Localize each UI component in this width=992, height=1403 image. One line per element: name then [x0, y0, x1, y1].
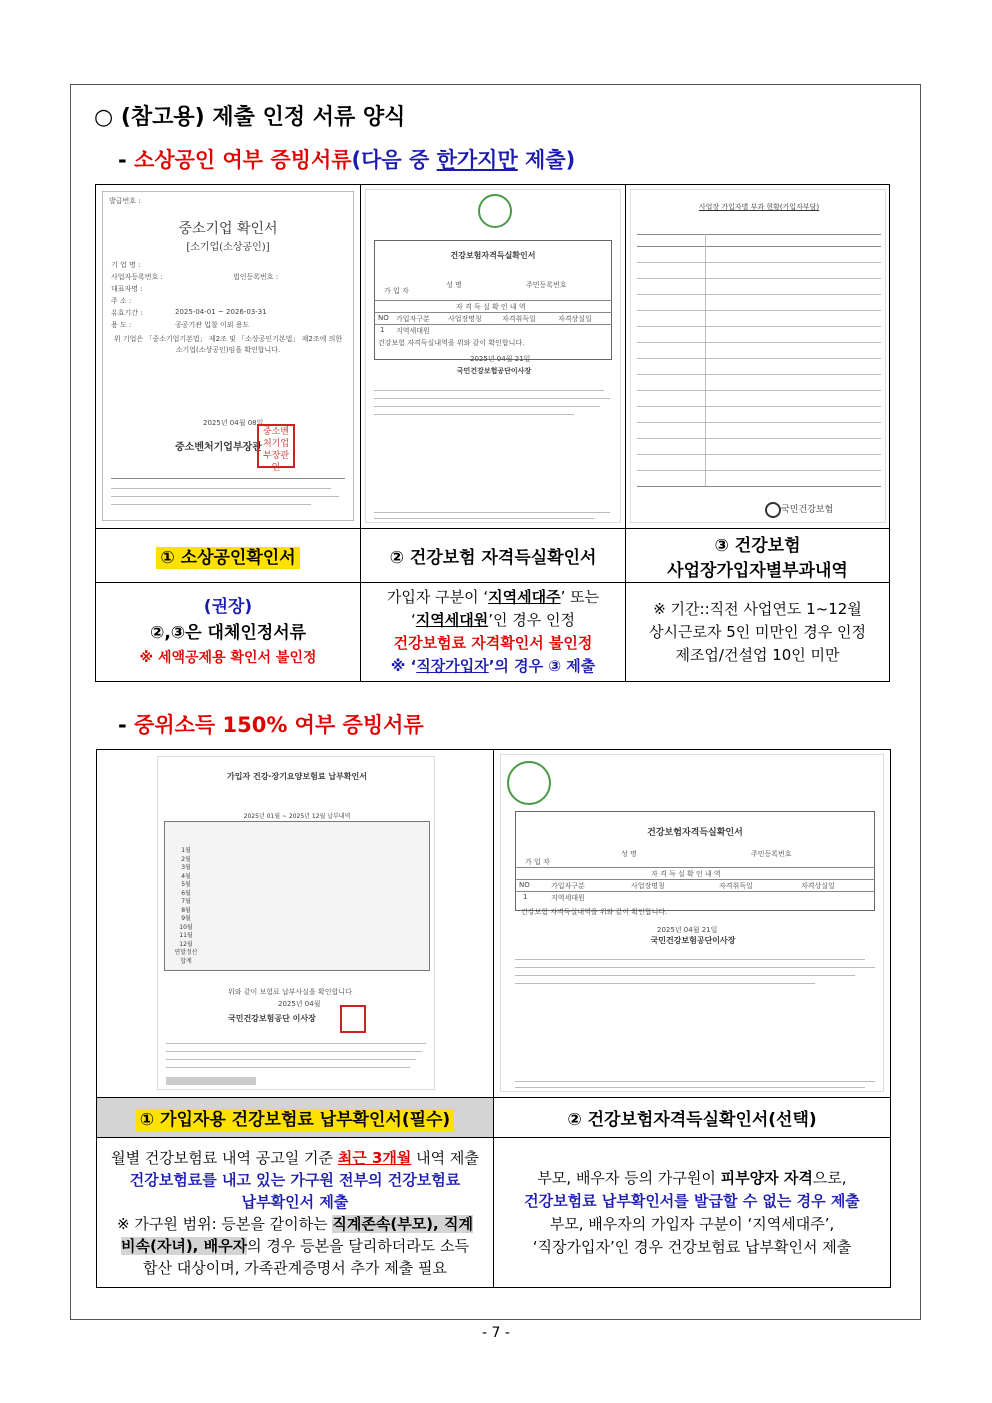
note-c1-line2: ②,③은 대체인정서류 [149, 623, 307, 643]
doc4-month-row: 7월 [181, 898, 191, 905]
doc5-sub-col: NO [519, 881, 530, 889]
doc2-confirm: 건강보험 자격득실내역을 위와 같이 확인합니다. [378, 339, 525, 347]
doc1-issue-no: 발급번호 : [109, 197, 141, 205]
note-c2 [361, 583, 626, 682]
section1-dash: - [118, 148, 127, 172]
label2-c2 [494, 1098, 891, 1138]
doc4-month-row: 12월 [179, 940, 193, 948]
section1-title-close: 제출) [517, 148, 576, 172]
doc4-month-row: 6월 [181, 889, 191, 897]
doc2-stamp-icon [478, 194, 512, 228]
doc1-corp-no: 법인등록번호 : [233, 273, 279, 281]
doc4-month-row: 5월 [181, 881, 191, 888]
section1-heading [118, 144, 575, 174]
label2-c1 [97, 1098, 494, 1138]
doc5-sub-col: 가입자구분 [551, 882, 585, 890]
doc4-title: 가입자 건강·장기요양보험료 납부확인서 [227, 772, 367, 781]
doc1-issuer: 중소벤처기업부장관 [175, 442, 262, 453]
note2-c1-line6: 합산 대상이며, 가족관계증명서 추가 제출 필요 [143, 1258, 447, 1277]
main-heading [94, 100, 405, 131]
doc1-field: 용 도 : [111, 321, 132, 329]
doc1-field: 기 업 명 : [111, 261, 141, 269]
note2-c2-line3: 부모, 배우자의 가입자 구분이 ‘지역세대주’, [549, 1214, 835, 1233]
doc2-sub-col: NO [378, 314, 389, 322]
note-c2-line2c: ’인 경우 인정 [488, 611, 575, 629]
label-c3 [626, 529, 890, 583]
note2-c1-line5b: 의 경우 등본을 달리하더라도 소득 [247, 1236, 469, 1255]
doc2-sub-col: 사업장명칭 [448, 315, 482, 323]
doc1-field: 대표자명 : [111, 285, 143, 293]
note-c1 [96, 583, 361, 682]
section2-table [96, 749, 891, 1288]
section1-table [95, 184, 890, 682]
section2-title: 중위소득 150% 여부 증빙서류 [134, 713, 424, 737]
note-c3-line2: 상시근로자 5인 미만인 경우 인정 [649, 622, 866, 641]
label-c2 [361, 529, 626, 583]
section2-dash: - [118, 713, 127, 737]
note2-c1 [97, 1138, 494, 1288]
doc4-month-row: 10월 [179, 923, 193, 931]
doc4-month-row: 3월 [181, 864, 191, 871]
doc2-row1-type: 지역세대원 [396, 327, 430, 335]
doc2-col: 주민등록번호 [526, 281, 567, 289]
doc4-thumbnail [97, 750, 494, 1098]
note-c2-line1b: 지역세대주 [488, 588, 561, 606]
doc5-title: 건강보험자격득실확인서 [647, 828, 743, 838]
doc3-logo: 국민건강보험 [781, 505, 834, 515]
doc5-col: 성 명 [621, 850, 637, 858]
note-c2-line2b: 지역세대원 [415, 611, 489, 629]
doc1-title: 중소기업 확인서 [178, 221, 278, 237]
note-c3-line3: 제조업/건설업 10인 미만 [675, 645, 840, 664]
note-c3 [626, 583, 890, 682]
label-c1 [96, 529, 361, 583]
doc5-col: 주민등록번호 [751, 850, 792, 858]
doc4-month-row: 연말정산 [174, 949, 198, 956]
doc2-row1-no: 1 [380, 326, 385, 334]
note2-c1-line5a: 비속(자녀), 배우자 [121, 1236, 248, 1255]
label-c2-text: ② 건강보험 자격득실확인서 [389, 548, 597, 568]
doc1-usage: 공공기관 입찰 이외 용도 [175, 321, 250, 329]
doc5-sub-col: 자격취득일 [719, 882, 753, 890]
note-c2-line4a: ※ ‘ [390, 657, 417, 675]
note-c3-line1: ※ 기간::직전 사업연도 1~12월 [653, 599, 862, 618]
doc4-confirm: 위와 같이 보험료 납부사실을 확인합니다 [228, 988, 352, 996]
doc4-month-row: 9월 [181, 915, 191, 922]
note2-c1-line4b: 직계존속(부모), 직계 [332, 1214, 473, 1233]
doc4-date: 2025년 04월 [278, 1000, 321, 1008]
note-c1-line3: ※ 세액공제용 확인서 불인정 [139, 650, 317, 666]
note2-c2-line1a: 부모, 배우자 등의 가구원이 [537, 1168, 721, 1187]
doc1-date: 2025년 04월 08일 [203, 419, 264, 427]
doc4-month-row: 2월 [181, 855, 191, 863]
note2-c2-line4: ‘직장가입자’인 경우 건강보험료 납부확인서 제출 [532, 1237, 852, 1256]
note-c2-line4c: ’의 경우 ③ 제출 [488, 657, 596, 675]
doc3-title: 사업장 가입자별 부과 현황(가입자부담) [698, 203, 820, 211]
doc2-thumbnail [361, 185, 626, 529]
note-c2-line2a: ‘ [411, 611, 416, 629]
note-c1-line1: (권장) [203, 597, 253, 617]
note-c2-line4b: 직장가입자 [416, 657, 489, 675]
doc2-sub-col: 자격취득일 [502, 315, 536, 323]
note2-c1-line3: 납부확인서 제출 [241, 1192, 349, 1211]
doc2-sub-col: 자격상실일 [558, 315, 592, 323]
doc4-month-row: 4월 [181, 872, 191, 880]
note2-c1-line1a: 월별 건강보험료 내역 공고일 기준 [111, 1148, 338, 1167]
note2-c1-line1c: 내역 제출 [411, 1148, 479, 1167]
doc4-month-row: 합계 [180, 957, 192, 965]
doc1-field: 유효기간 : [111, 309, 143, 317]
note-c2-line1a: 가입자 구분이 ‘ [386, 588, 489, 606]
note2-c2-line1b: 피부양자 자격 [720, 1168, 813, 1187]
doc4-period: 2025년 01월 ~ 2025년 12월 납부내역 [243, 813, 351, 820]
doc5-date: 2025년 04월 21일 [657, 926, 718, 934]
doc2-title: 건강보험자격득실확인서 [450, 251, 536, 260]
doc4-month-row: 8월 [181, 906, 191, 914]
doc4-month-row: 11월 [179, 932, 193, 939]
doc5-row1-no: 1 [523, 893, 528, 901]
doc5-issuer: 국민건강보험공단이사장 [650, 936, 736, 945]
doc5-row1-type: 지역세대원 [551, 894, 585, 902]
doc3-thumbnail [626, 185, 890, 529]
doc5-stamp-icon [507, 761, 551, 805]
doc2-date: 2025년 04월 21일 [470, 355, 531, 363]
page-number: - 7 - [482, 1325, 510, 1341]
doc5-sub-col: 자격상실일 [801, 882, 835, 890]
note2-c2-line2: 건강보험료 납부확인서를 발급할 수 없는 경우 제출 [524, 1191, 860, 1210]
section2-heading [118, 709, 424, 739]
doc5-confirm: 건강보험 자격득실내역을 위와 같이 확인합니다. [521, 908, 668, 916]
doc1-thumbnail [96, 185, 361, 529]
note2-c1-line1b: 최근 3개월 [337, 1148, 412, 1167]
label2-c1-text: ① 가입자용 건강보험료 납부확인서(필수) [136, 1109, 454, 1131]
section1-title-emph: 한가지만 [436, 148, 518, 172]
doc2-sub-col: 가입자구분 [396, 315, 430, 323]
doc1-subtitle: [소기업(소상공인)] [186, 242, 270, 253]
doc4-month-list [166, 847, 206, 966]
note2-c2 [494, 1138, 891, 1288]
heading-title: (참고용) 제출 인정 서류 양식 [120, 105, 406, 130]
doc1-field: 주 소 : [111, 297, 132, 305]
doc1-period: 2025-04-01 ~ 2026-03-31 [175, 308, 267, 316]
doc2-row-label: 가 입 자 [384, 287, 409, 295]
doc5-thumbnail [494, 750, 891, 1098]
doc4-month-row: 1월 [181, 847, 191, 854]
note2-c2-line1c: 으로, [812, 1168, 847, 1187]
doc1-field: 사업자등록번호 : [111, 273, 163, 281]
doc5-sub-col: 사업장명칭 [631, 882, 665, 890]
doc1-body: 위 기업은 「중소기업기본법」 제2조 및 「소상공인기본법」 제2조에 의한 소기업(소상공인)임을 확인합니다. [113, 335, 343, 354]
note-c2-line1c: ’ 또는 [560, 588, 600, 606]
label-c3-line1: ③ 건강보험 [714, 535, 801, 556]
doc5-sub-title: 자 격 득 실 확 인 내 역 [651, 870, 721, 878]
section1-title: 소상공인 여부 증빙서류 [134, 148, 352, 172]
doc5-row-label: 가 입 자 [525, 858, 550, 866]
note2-c1-line2: 건강보험료를 내고 있는 가구원 전부의 건강보험료 [129, 1170, 461, 1189]
label-c1-text: ① 소상공인확인서 [156, 547, 299, 569]
doc2-sub-title: 자 격 득 실 확 인 내 역 [456, 303, 526, 311]
note2-c1-line4a: ※ 가구원 범위: 등본을 같이하는 [117, 1214, 333, 1233]
section1-title-open: (다음 중 [351, 148, 437, 172]
doc4-seal-icon [340, 1005, 366, 1033]
doc3-logo-icon [765, 502, 781, 518]
doc2-issuer: 국민건강보험공단이사장 [456, 367, 532, 375]
note-c2-line3: 건강보험료 자격확인서 불인정 [393, 634, 593, 652]
doc2-col: 성 명 [446, 281, 462, 289]
label-c3-line2: 사업장가입자별부과내역 [667, 560, 848, 581]
label2-c2-text: ② 건강보험자격득실확인서(선택) [567, 1110, 817, 1130]
doc4-issuer: 국민건강보험공단 이사장 [228, 1014, 316, 1023]
heading-bullet: ○ [94, 105, 114, 130]
doc1-seal: 중소벤처기업부장관인 [257, 424, 295, 468]
